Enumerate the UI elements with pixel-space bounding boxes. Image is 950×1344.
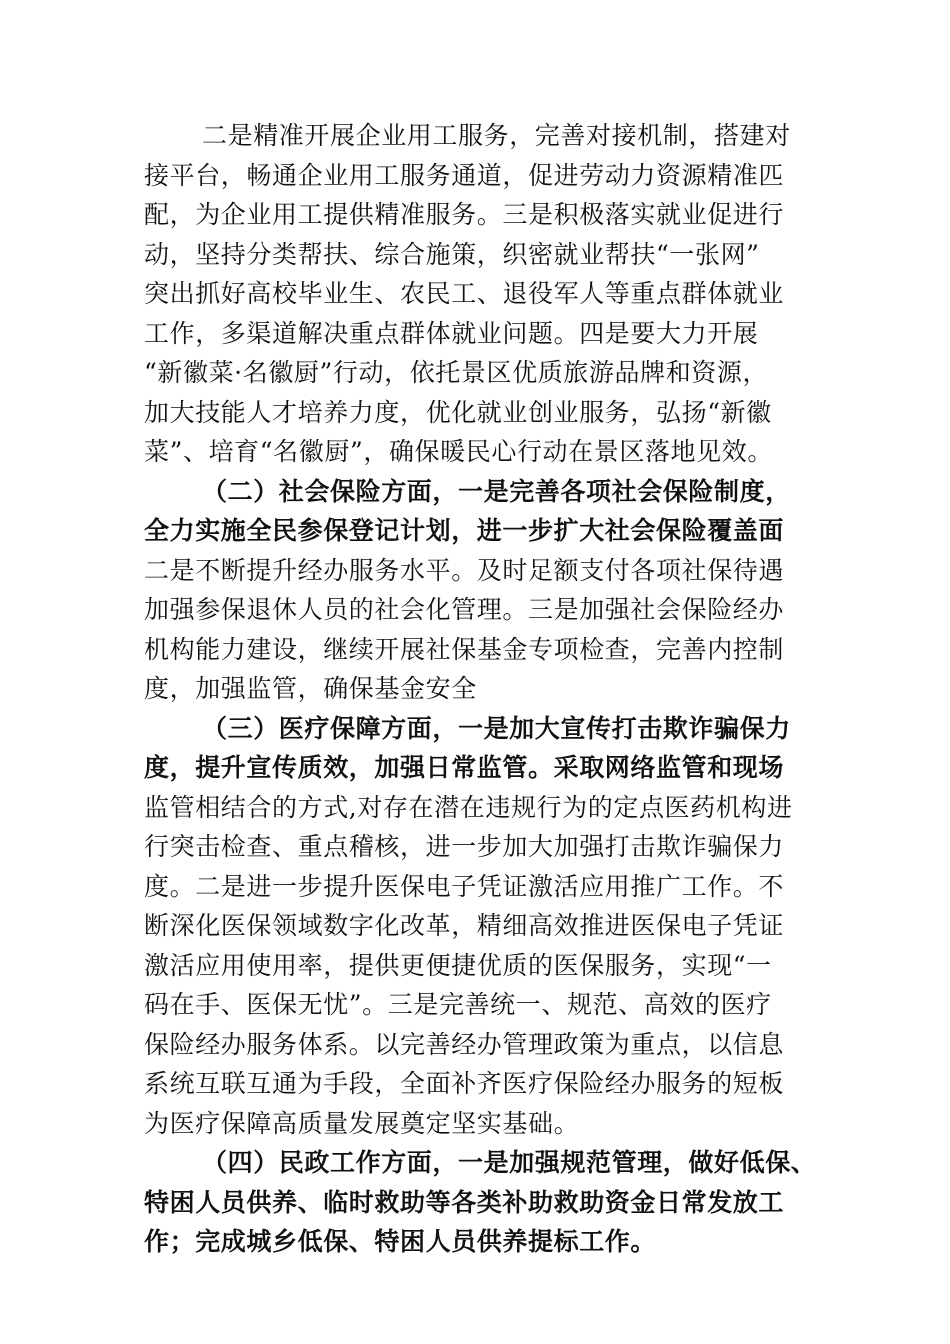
- text-line: 监管相结合的方式,对存在潜在违规行为的定点医药机构进: [144, 792, 793, 822]
- text-line: 二是不断提升经办服务水平。及时足额支付各项社保待遇: [144, 555, 785, 585]
- text-line: 加强参保退休人员的社会化管理。三是加强社会保险经办: [144, 595, 785, 624]
- paragraph-medical-security: [144, 709, 832, 1144]
- paragraph-social-insurance: [144, 472, 832, 709]
- text-line: 工作，多渠道解决重点群体就业问题。四是要大力开展: [144, 318, 759, 348]
- text-line: 全力实施全民参保登记计划，进一步扩大社会保险覆盖面: [144, 516, 785, 545]
- text-line: 动，坚持分类帮扶、综合施策，织密就业帮扶“一张网”: [144, 239, 760, 269]
- text-line: 二是精准开展企业用工服务，完善对接机制，搭建对: [202, 121, 791, 150]
- section-heading-line: （四）民政工作方面，一是加强规范管理，做好低保、: [202, 1148, 817, 1177]
- text-line: 为医疗保障高质量发展奠定坚实基础。: [144, 1108, 580, 1138]
- text-line: 特困人员供养、临时救助等各类补助救助资金日常发放工: [144, 1187, 785, 1217]
- text-line: 加大技能人才培养力度，优化就业创业服务，弘扬“新徽: [144, 397, 772, 427]
- text-line: 机构能力建设，继续开展社保基金专项检查，完善内控制: [144, 634, 785, 664]
- text-line: 保险经办服务体系。以完善经办管理政策为重点，以信息: [144, 1029, 785, 1059]
- text-line: 突出抓好高校毕业生、农民工、退役军人等重点群体就业: [144, 279, 785, 308]
- text-line: 行突击检查、重点稽核，进一步加大加强打击欺诈骗保力: [144, 832, 785, 861]
- text-line: 度，提升宣传质效，加强日常监管。采取网络监管和现场: [144, 753, 785, 782]
- text-line: 激活应用使用率，提供更便捷优质的医保服务，实现“一: [144, 950, 772, 980]
- text-line: 码在手、医保无忧”。三是完善统一、规范、高效的医疗: [144, 990, 772, 1019]
- document-body: [144, 116, 832, 1262]
- text-line: 度，加强监管，确保基金安全: [144, 674, 477, 703]
- paragraph-employment: [144, 116, 832, 472]
- section-heading-line: （三）医疗保障方面，一是加大宣传打击欺诈骗保力: [202, 713, 791, 743]
- text-line: 菜”、培育“名徽厨”，确保暖民心行动在景区落地见效。: [144, 437, 773, 466]
- text-line: 接平台，畅通企业用工服务通道，促进劳动力资源精准匹: [144, 160, 785, 190]
- section-heading-line: （二）社会保险方面，一是完善各项社会保险制度，: [202, 476, 791, 506]
- text-line: 系统互联互通为手段，全面补齐医疗保险经办服务的短板: [144, 1069, 785, 1098]
- text-line: “新徽菜·名徽厨”行动，依托景区优质旅游品牌和资源，: [144, 358, 769, 387]
- text-line: 度。二是进一步提升医保电子凭证激活应用推广工作。不: [144, 871, 785, 901]
- text-line: 断深化医保领域数字化改革，精细高效推进医保电子凭证: [144, 911, 785, 940]
- paragraph-civil-affairs: [144, 1143, 832, 1262]
- text-line: 配，为企业用工提供精准服务。三是积极落实就业促进行: [144, 200, 785, 229]
- text-line: 作；完成城乡低保、特困人员供养提标工作。: [144, 1227, 657, 1256]
